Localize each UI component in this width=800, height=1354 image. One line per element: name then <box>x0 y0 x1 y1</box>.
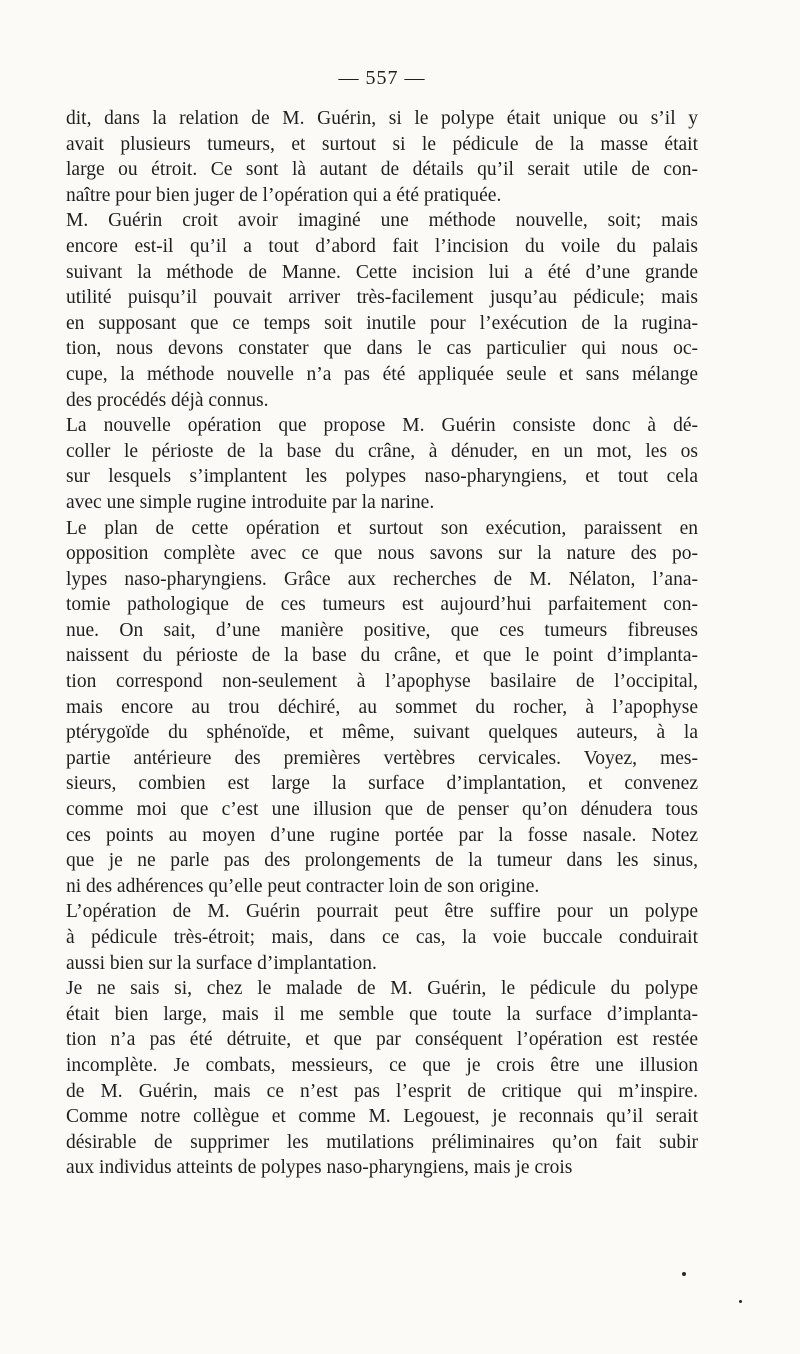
text-line: aussi bien sur la surface d’implantation. <box>66 952 377 974</box>
document-page <box>66 60 698 1181</box>
paragraph <box>66 976 698 1181</box>
paragraph <box>66 516 698 900</box>
text-line: avait plusieurs tumeurs, et surtout si le pédicule de la masse était <box>66 133 698 155</box>
text-line: que je ne parle pas des prolongements de la tumeur dans les sinus, <box>66 850 698 872</box>
text-line: ptérygoïde du sphénoïde, et même, suivant quelques auteurs, à la <box>66 722 698 744</box>
text-line: M. Guérin croit avoir imaginé une méthode nouvelle, soit; mais <box>66 210 698 232</box>
paragraph <box>66 208 698 413</box>
text-line: ces points au moyen d’une rugine portée par la fosse nasale. Notez <box>66 824 698 846</box>
text-line: dit, dans la relation de M. Guérin, si le polype était unique ou s’il y <box>66 108 698 129</box>
text-line: tion, nous devons constater que dans le cas particulier qui nous oc- <box>66 338 698 360</box>
paragraph <box>66 899 698 976</box>
text-line: Comme notre collègue et comme M. Legouest, je reconnais qu’il serait <box>66 1106 698 1128</box>
text-line: mais encore au trou déchiré, au sommet du rocher, à l’apophyse <box>66 696 698 718</box>
text-line: suivant la méthode de Manne. Cette incision lui a été d’une grande <box>66 261 698 283</box>
text-line: désirable de supprimer les mutilations préliminaires qu’on fait subir <box>66 1131 698 1153</box>
ink-speck <box>682 1272 686 1276</box>
text-line: encore est-il qu’il a tout d’abord fait l’incision du voile du palais <box>66 235 698 257</box>
text-line: tomie pathologique de ces tumeurs est aujourd’hui parfaitement con- <box>66 594 698 616</box>
text-line: nue. On sait, d’une manière positive, que ces tumeurs fibreuses <box>66 619 698 641</box>
text-line: à pédicule très-étroit; mais, dans ce cas, la voie buccale conduirait <box>66 927 698 948</box>
text-line: incomplète. Je combats, messieurs, ce que je crois être une illusion <box>66 1054 698 1076</box>
paragraph <box>66 413 698 515</box>
text-line: cupe, la méthode nouvelle n’a pas été appliquée seule et sans mélange <box>66 363 698 385</box>
text-line: opposition complète avec ce que nous savons sur la nature des po- <box>66 543 698 565</box>
text-line: ni des adhérences qu’elle peut contracter loin de son origine. <box>66 875 540 897</box>
text-line: de M. Guérin, mais ce n’est pas l’esprit de critique qui m’inspire. <box>66 1080 698 1102</box>
text-line: naître pour bien juger de l’opération qui a été pratiquée. <box>66 184 502 206</box>
text-line: avec une simple rugine introduite par la narine. <box>66 491 435 513</box>
page-number: — 557 — <box>338 67 426 89</box>
text-line: sur lesquels s’implantent les polypes naso-pharyngiens, et tout cela <box>66 466 698 488</box>
body-text <box>66 106 698 1181</box>
paragraph <box>66 106 698 208</box>
text-line: tion correspond non-seulement à l’apophyse basilaire de l’occipital, <box>66 671 698 693</box>
text-line: partie antérieure des premières vertèbres cervicales. Voyez, mes- <box>66 747 698 769</box>
text-line: sieurs, combien est large la surface d’implantation, et convenez <box>66 773 698 795</box>
text-line: coller le périoste de la base du crâne, à dénuder, en un mot, les os <box>66 440 698 462</box>
text-line: était bien large, mais il me semble que toute la surface d’implanta- <box>66 1003 698 1025</box>
text-line: L’opération de M. Guérin pourrait peut être suffire pour un polype <box>66 901 698 923</box>
text-line: utilité puisqu’il pouvait arriver très-facilement jusqu’au pédicule; mais <box>66 287 698 309</box>
text-line: Le plan de cette opération et surtout son exécution, paraissent en <box>66 517 698 539</box>
text-line: lypes naso-pharyngiens. Grâce aux recherches de M. Nélaton, l’ana- <box>66 568 698 590</box>
text-line: La nouvelle opération que propose M. Guérin consiste donc à dé- <box>66 415 698 437</box>
text-line: large ou étroit. Ce sont là autant de détails qu’il serait utile de con- <box>66 159 698 181</box>
text-line: aux individus atteints de polypes naso-pharyngiens, mais je crois <box>66 1157 573 1179</box>
text-line: naissent du périoste de la base du crâne, et que le point d’implanta- <box>66 645 698 667</box>
text-line: des procédés déjà connus. <box>66 389 269 411</box>
text-line: comme moi que c’est une illusion que de penser qu’on dénudera tous <box>66 799 698 821</box>
ink-speck <box>739 1300 742 1303</box>
text-line: tion n’a pas été détruite, et que par conséquent l’opération est restée <box>66 1029 698 1051</box>
text-line: Je ne sais si, chez le malade de M. Guérin, le pédicule du polype <box>66 978 698 1000</box>
text-line: en supposant que ce temps soit inutile pour l’exécution de la rugina- <box>66 312 698 334</box>
